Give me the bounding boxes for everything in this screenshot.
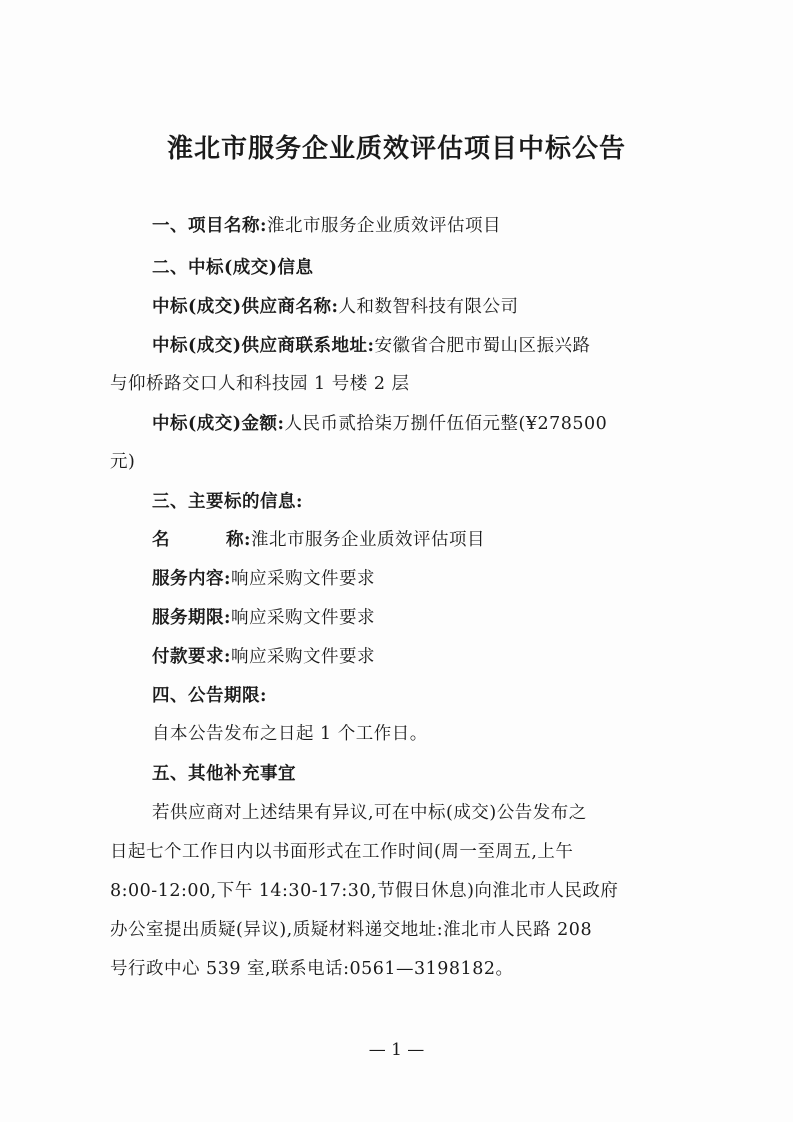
objection-paragraph-line-3: 8:00-12:00,下午 14:30-17:30,节假日休息)向淮北市人民政府 xyxy=(110,881,619,901)
award-amount-value: 人民币贰拾柒万捌仟伍佰元整(¥278500 xyxy=(284,414,608,434)
service-period-label: 服务期限: xyxy=(152,608,231,628)
service-content-label: 服务内容: xyxy=(152,569,231,589)
subject-name-label-b: 称: xyxy=(226,530,251,550)
objection-paragraph-line-2: 日起七个工作日内以书面形式在工作时间(周一至周五,上午 xyxy=(110,842,574,862)
supplier-address-value: 安徽省合肥市蜀山区振兴路 xyxy=(374,336,591,356)
section-3-heading: 三、主要标的信息: xyxy=(152,492,303,512)
supplier-address-label: 中标(成交)供应商联系地址: xyxy=(152,336,375,356)
objection-paragraph-line-5: 号行政中心 539 室,联系电话:0561—3198182。 xyxy=(110,959,514,979)
supplier-name-line xyxy=(152,295,712,319)
project-name-line xyxy=(152,214,712,238)
service-content-line xyxy=(152,567,712,591)
project-name-value: 淮北市服务企业质效评估项目 xyxy=(266,216,501,236)
objection-paragraph-line-1: 若供应商对上述结果有异议,可在中标(成交)公告发布之 xyxy=(152,803,587,823)
project-name-label: 一、项目名称: xyxy=(152,216,267,236)
section-4-heading: 四、公告期限: xyxy=(152,686,267,706)
supplier-name-value: 人和数智科技有限公司 xyxy=(338,297,519,317)
award-amount-line xyxy=(152,412,712,436)
service-period-line xyxy=(152,606,712,630)
supplier-name-label: 中标(成交)供应商名称: xyxy=(152,297,339,317)
section-2-heading: 二、中标(成交)信息 xyxy=(152,258,314,278)
supplier-address-line xyxy=(152,334,712,358)
notice-period-text: 自本公告发布之日起 1 个工作日。 xyxy=(152,724,428,744)
section-5-heading: 五、其他补充事宜 xyxy=(152,764,296,784)
service-content-value: 响应采购文件要求 xyxy=(230,569,375,589)
document-title: 淮北市服务企业质效评估项目中标公告 xyxy=(166,134,626,164)
award-amount-label: 中标(成交)金额: xyxy=(152,414,285,434)
payment-terms-value: 响应采购文件要求 xyxy=(230,647,375,667)
subject-name-value: 淮北市服务企业质效评估项目 xyxy=(250,530,485,550)
service-period-value: 响应采购文件要求 xyxy=(230,608,375,628)
award-amount-continued: 元) xyxy=(110,452,136,472)
objection-paragraph-line-4: 办公室提出质疑(异议),质疑材料递交地址:淮北市人民路 208 xyxy=(110,920,593,940)
subject-name-line xyxy=(152,528,712,552)
page-number: — 1 — xyxy=(368,1040,425,1060)
supplier-address-continued: 与仰桥路交口人和科技园 1 号楼 2 层 xyxy=(110,374,410,394)
subject-name-label-a: 名 xyxy=(152,530,170,550)
payment-terms-label: 付款要求: xyxy=(152,647,231,667)
payment-terms-line xyxy=(152,645,712,669)
